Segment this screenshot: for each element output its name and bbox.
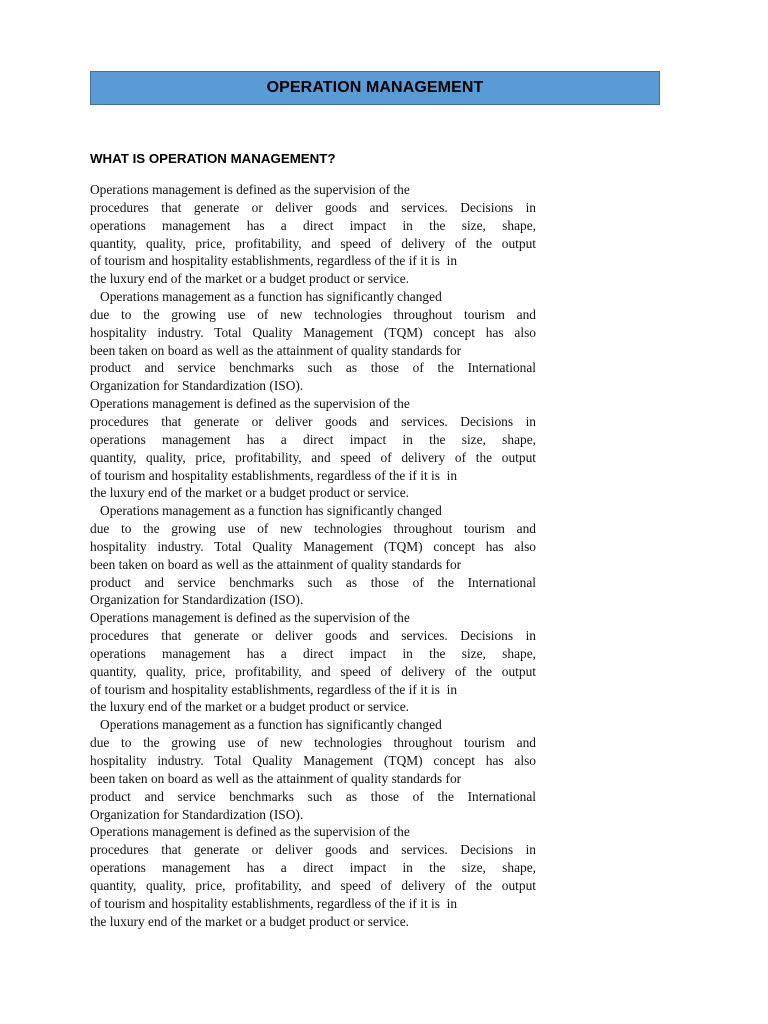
text-line: hospitality industry. Total Quality Management (TQM) concept has also [90,538,536,554]
text-line: the luxury end of the market or a budget product or service. [90,913,410,929]
text-line: Operations management is defined as the supervision of the [90,824,410,840]
text-line: the luxury end of the market or a budget product or service. [90,699,410,715]
text-line: procedures that generate or deliver goods and services. Decisions in [90,413,536,429]
text-line: due to the growing use of new technologies throughout tourism and [90,735,536,751]
text-line: Organization for Standardization (ISO). [90,378,304,394]
text-line: operations management has a direct impact in the size, shape, [90,431,536,447]
text-line: procedures that generate or deliver goods and services. Decisions in [90,199,536,215]
text-line: Organization for Standardization (ISO). [90,592,304,608]
text-line: hospitality industry. Total Quality Management (TQM) concept has also [90,324,536,340]
section-heading: WHAT IS OPERATION MANAGEMENT? [90,151,336,166]
document-title: OPERATION MANAGEMENT [266,79,484,96]
text-line: Operations management as a function has significantly changed [90,289,442,305]
text-line: of tourism and hospitality establishments, regardless of the if it is in [90,253,458,269]
text-line: the luxury end of the market or a budget product or service. [90,271,410,287]
text-line: quantity, quality, price, profitability, and speed of delivery of the output [90,235,536,251]
text-line: procedures that generate or deliver goods and services. Decisions in [90,842,536,858]
text-line: Operations management is defined as the supervision of the [90,610,410,626]
text-line: Operations management is defined as the supervision of the [90,182,410,197]
text-line: been taken on board as well as the attainment of quality standards for [90,770,462,786]
text-line: Operations management as a function has significantly changed [90,503,442,519]
text-line: of tourism and hospitality establishments, regardless of the if it is in [90,467,458,483]
text-line: quantity, quality, price, profitability, and speed of delivery of the output [90,663,536,679]
text-line: Organization for Standardization (ISO). [90,806,304,822]
text-line: operations management has a direct impact in the size, shape, [90,645,536,661]
text-line: due to the growing use of new technologies throughout tourism and [90,521,536,537]
text-line: product and service benchmarks such as those of the International [90,788,536,804]
text-line: product and service benchmarks such as those of the International [90,360,536,376]
text-line: quantity, quality, price, profitability, and speed of delivery of the output [90,449,536,465]
text-line: Operations management as a function has significantly changed [90,717,442,733]
text-line: product and service benchmarks such as those of the International [90,574,536,590]
text-line: the luxury end of the market or a budget product or service. [90,485,410,501]
text-line: of tourism and hospitality establishments, regardless of the if it is in [90,681,458,697]
text-line: Operations management is defined as the supervision of the [90,396,410,412]
text-line: due to the growing use of new technologies throughout tourism and [90,306,536,322]
body-paragraphs [90,181,536,930]
text-line: operations management has a direct impact in the size, shape, [90,860,536,876]
text-line: of tourism and hospitality establishments, regardless of the if it is in [90,895,458,911]
text-line: procedures that generate or deliver goods and services. Decisions in [90,628,536,644]
text-line: operations management has a direct impact in the size, shape, [90,217,536,233]
text-line: quantity, quality, price, profitability, and speed of delivery of the output [90,877,536,893]
text-line: hospitality industry. Total Quality Management (TQM) concept has also [90,753,536,768]
text-line: been taken on board as well as the attainment of quality standards for [90,342,462,358]
title-banner [90,71,660,105]
text-line: been taken on board as well as the attainment of quality standards for [90,556,462,572]
